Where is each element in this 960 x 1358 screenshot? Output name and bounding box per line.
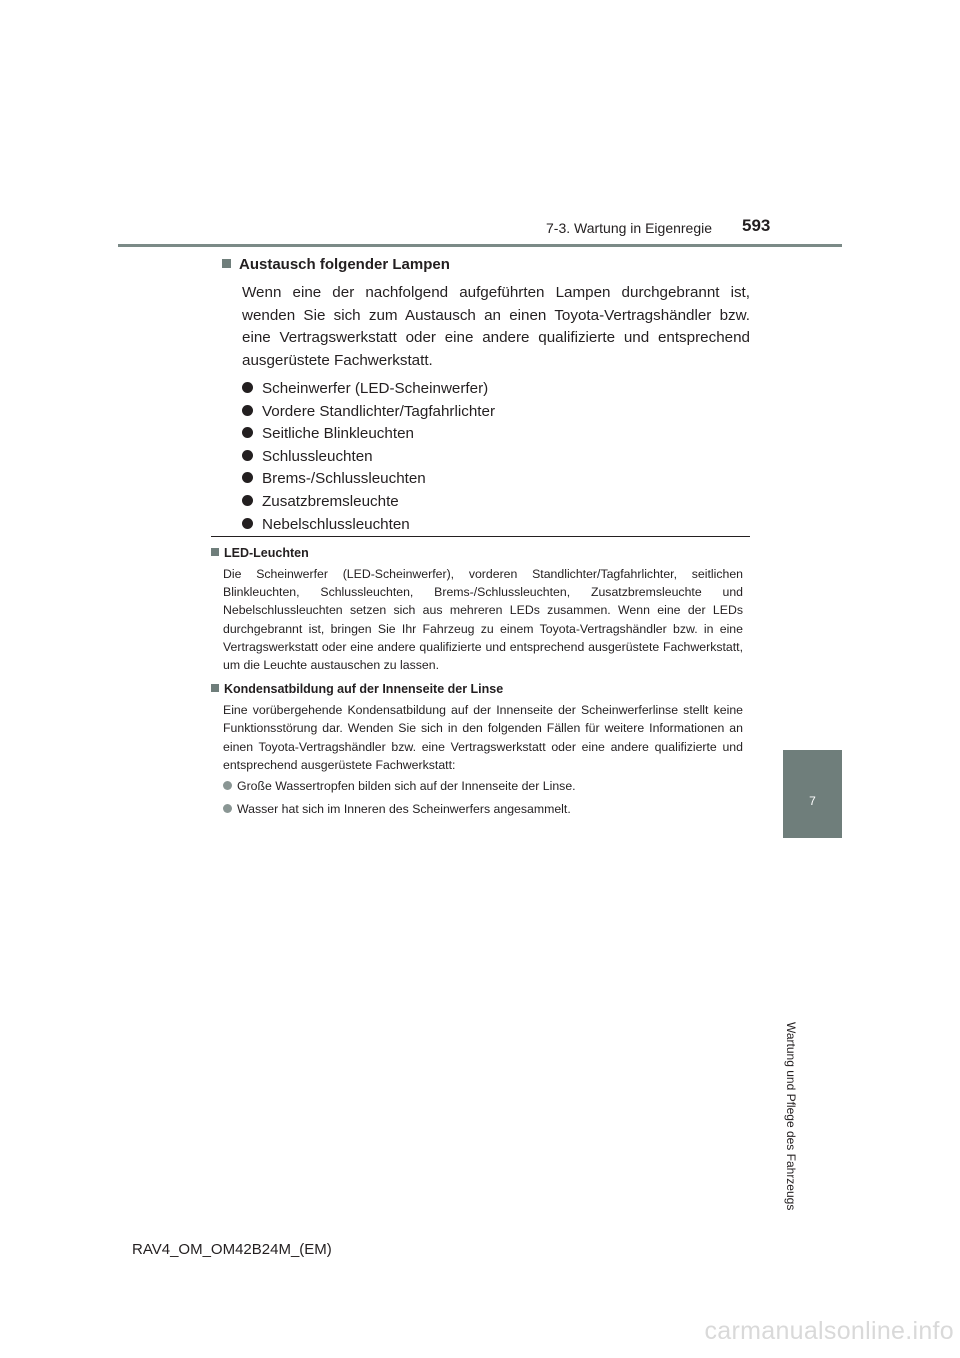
main-section — [222, 254, 750, 536]
square-bullet-icon — [211, 684, 219, 692]
list-item — [242, 378, 750, 401]
bullet-dot-icon — [242, 427, 253, 438]
list-item — [242, 468, 750, 491]
bullet-dot-icon — [223, 781, 232, 790]
list-item — [242, 491, 750, 514]
list-item — [223, 777, 743, 795]
square-bullet-icon — [222, 259, 231, 268]
bullet-dot-icon — [242, 472, 253, 483]
watermark: carmanualsonline.info — [704, 1317, 954, 1345]
note-title-text: LED-Leuchten — [224, 546, 309, 560]
square-bullet-icon — [211, 548, 219, 556]
section-paragraph: Wenn eine der nachfolgend aufgeführten Lampen durchgebrannt ist, wenden Sie sich zum Austausch an einen Toyota-Vertragshändler bzw. eine Vertragswerkstatt oder eine andere qualifizierte und entsprechend ausgerüstete Fachwerkstatt. — [242, 284, 750, 369]
list-item-text: Scheinwerfer (LED-Scheinwerfer) — [262, 380, 489, 397]
note-led — [211, 544, 743, 674]
list-item — [223, 800, 743, 818]
section-title — [222, 254, 750, 276]
list-item-text: Schlussleuchten — [262, 447, 373, 465]
note-title — [211, 544, 743, 562]
document-code: RAV4_OM_OM42B24M_(EM) — [132, 1241, 332, 1258]
note-body: Eine vorübergehende Kondensatbildung auf der Innenseite der Scheinwerferlinse stellt keine Funktionsstörung dar. Wenden Sie sich in den folgenden Fällen für weitere Informationen an einen Toyota-Vertragshändler bzw. eine Vertragswerkstatt oder eine andere qualifizierte und entsprechend ausgerüstete Fachwerkstatt: — [223, 703, 743, 772]
list-item — [242, 446, 750, 469]
note-title-text: Kondensatbildung auf der Innenseite der Linse — [224, 682, 504, 697]
bullet-dot-icon — [242, 518, 253, 529]
list-item-text: Wasser hat sich im Inneren des Scheinwerfers angesammelt. — [237, 802, 571, 817]
bullet-dot-icon — [242, 495, 253, 506]
lamp-list — [242, 378, 750, 536]
condensation-list — [223, 777, 743, 818]
note-title — [211, 680, 743, 698]
list-item — [242, 514, 750, 537]
list-item — [242, 401, 750, 424]
header-divider — [118, 244, 842, 247]
bullet-dot-icon — [223, 804, 232, 813]
list-item-text: Brems-/Schlussleuchten — [262, 470, 426, 488]
notes-divider — [211, 536, 750, 537]
list-item — [242, 423, 750, 446]
notes-section — [211, 544, 743, 824]
section-header: 7-3. Wartung in Eigenregie — [546, 220, 713, 236]
bullet-dot-icon — [242, 382, 253, 393]
list-item-text: Große Wassertropfen bilden sich auf der Innenseite der Linse. — [237, 779, 576, 794]
list-item-text: Nebelschlussleuchten — [262, 515, 410, 533]
list-item-text: Zusatzbremsleuchte — [262, 492, 399, 510]
chapter-tab — [783, 750, 842, 838]
bullet-dot-icon — [242, 450, 253, 461]
note-body: Die Scheinwerfer (LED-Scheinwerfer), vorderen Standlichter/Tagfahrlichter, seitlichen Blinkleuchten, Schlussleuchten, Brems-/Schlussleuchten, Zusatzbremsleuchte und Nebelschlussleuchten setzen sich aus mehreren LEDs zusammen. Wenn eine der LEDs durchgebrannt ist, bringen Sie Ihr Fahrzeug zu einem Toyota-Vertragshändler bzw. in eine Vertragswerkstatt oder eine andere qualifizierte und entsprechend ausgerüstete Fachwerkstatt, um die Leuchte austauschen zu lassen. — [223, 567, 743, 673]
bullet-dot-icon — [242, 405, 253, 416]
chapter-label: Wartung und Pflege des Fahrzeugs — [784, 1022, 798, 1211]
page-number: 593 — [742, 216, 771, 235]
chapter-number: 7 — [809, 794, 816, 808]
note-condensation — [211, 680, 743, 818]
list-item-text: Seitliche Blinkleuchten — [262, 425, 414, 443]
list-item-text: Vordere Standlichter/Tagfahrlichter — [262, 402, 496, 420]
section-title-text: Austausch folgender Lampen — [239, 256, 450, 273]
